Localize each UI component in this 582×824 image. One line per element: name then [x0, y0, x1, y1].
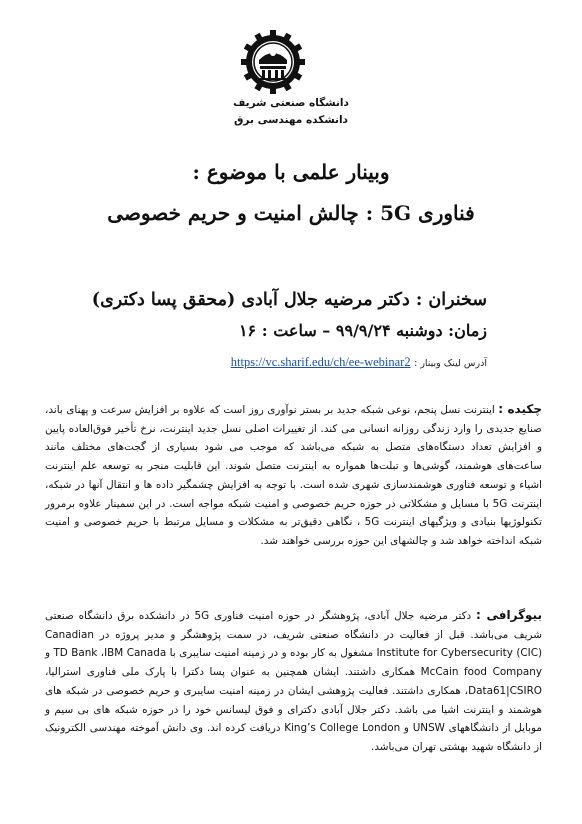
abstract-text: اینترنت نسل پنجم، نوعی شبکه جدید بر بستر نوآوری روز است که علاوه بر افزایش سرعت و پهنای باند، صنایع جدیدی را وارد زندگی روزانه انسانی می کند. از تغییرات اصلی نسل جدید اینترنت، نرخ تأخیر فوق‌العاده پایین و افزایش تعداد دستگاه‌های متصل به شبکه می‌باشد که موجب می شود بسیاری از گجت‌های مختلف مانند ساعت‌های هوشمند، گوشی‌ها و تبلت‌ها همواره به اینترنت متصل شوند. این قابلیت منجر به توسعه علم اینترنت اشیاء و توسعه فناوری هوشمندسازی شهری شده است. با توجه به افزایش چشمگیر داده ها و انتقال آنها در شبکه، اینترنت 5G با مسایل و مشکلاتی در حوزه حریم خصوصی و امنیت شبکه مواجه است. در این سمینار علاوه برمرور تکنولوژیها بنیادی و ویژگیهای اینترنت 5G ، نگاهی دقیق‌تر به مشکلات و مسایل مرتبط با حریم خصوصی و امنیت شبکه انداخته خواهد شد و چالشهای این حوزه بررسی خواهند شد. — [45, 404, 543, 547]
webinar-link-row — [67, 355, 487, 370]
speaker-line: سخنران : دکتر مرضیه جلال آبادی (محقق پسا دکتری) — [91, 290, 487, 310]
webinar-link[interactable]: https://vc.sharif.edu/ch/ee-webinar2 — [230, 355, 411, 369]
webinar-link-label: آدرس لینک وبینار : — [414, 358, 487, 369]
university-emblem-icon — [241, 30, 305, 94]
abstract-section — [45, 400, 542, 551]
date-time-line: زمان: دوشنبه ۹۹/۹/۲۴ – ساعت : ۱۶ — [238, 321, 487, 340]
webinar-topic: فناوری 5G : چالش امنیت و حریم خصوصی — [107, 201, 475, 225]
biography-section — [45, 606, 542, 757]
abstract-heading: چکیده : — [498, 402, 542, 416]
university-name: دانشگاه صنعتی شریف — [233, 97, 349, 109]
sharif-university-logo — [241, 30, 305, 94]
webinar-title-prefix: وبینار علمی با موضوع : — [192, 160, 390, 184]
biography-text: دکتر مرضیه جلال آبادی، پژوهشگر در حوزه امنیت فناوری 5G در دانشکده برق دانشگاه صنعتی شریف می‌باشد. قبل از فعالیت در دانشگاه صنعتی شریف، در سمت پژوهشگر و مدیر پروژه در Canadian Institute for Cybersecurity (CIC) مشغول به کار بوده و در زمینه امنیت سایبری با TD Bank ،IBM Canada و McCain food Company همکاری داشتند. ایشان همچنین به عنوان پسا دکترا با پارک ملی فناوری استرالیا، Data61|CSIRO، همکاری داشتند. فعالیت پژوهشی ایشان در زمینه امنیت سایبری و حریم خصوصی در شبکه های هوشمند و اینترنت اشیا می باشد. دکتر جلال آبادی دکترای و فوق لیسانس خود را در حوزه شبکه های بی سیم و موبایل از دانشگاههای UNSW و King’s College London دریافت کرده اند. وی دانش آموخته مهندسی الکترونیک از دانشگاه شهید بهشتی تهران می‌باشد. — [45, 610, 543, 753]
biography-heading: بیوگرافی : — [476, 608, 542, 622]
faculty-name: دانشکده مهندسی برق — [234, 114, 348, 126]
